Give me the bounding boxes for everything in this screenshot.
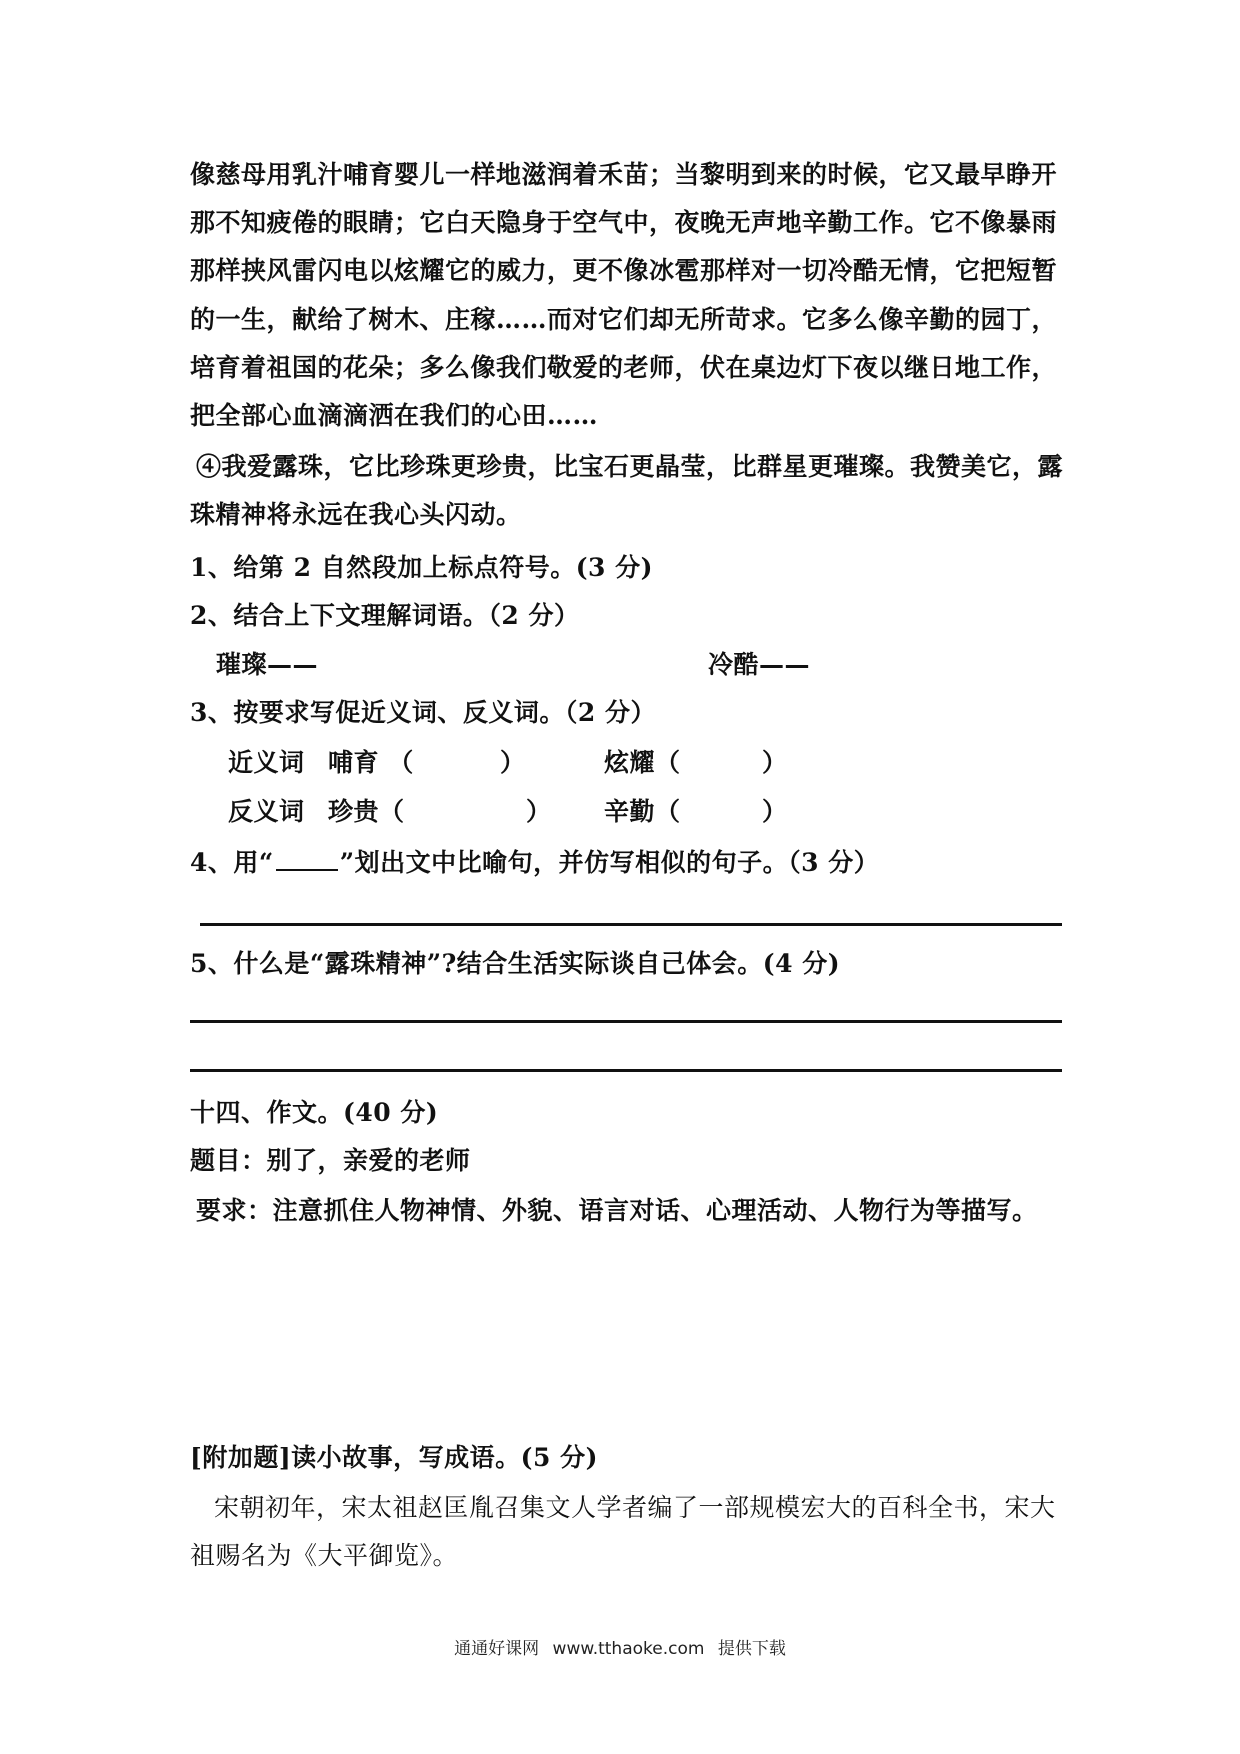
passage-line-7: ④我爱露珠，它比珍珠更珍贵，比宝石更晶莹，比群星更璀璨。我赞美它，露 [196,452,1064,481]
passage-line-3: 那样挟风雷闪电以炫耀它的威力，更不像冰雹那样对一切冷酷无情，它把短暂 [190,256,1058,285]
passage-line-5: 培育着祖国的花朵；多么像我们敬爱的老师，伏在桌边灯下夜以继日地工作， [190,353,1058,382]
passage-line-1: 像慈母用乳汁哺育婴儿一样地滋润着禾苗；当黎明到来的时候，它又最早睁开 [190,160,1058,189]
footer-site-name: 通通好课网 [454,1639,540,1659]
bonus-heading: [附加题]读小故事，写成语。(5 分) [190,1443,598,1472]
answer-line-q5-1[interactable] [190,1020,1062,1023]
passage-line-4: 的一生，献给了树木、庄稼……而对它们却无所苛求。它多么像辛勤的园丁， [190,305,1058,334]
antonym-item-b-close: ） [762,797,788,826]
synonym-item-b-close: ） [762,748,788,777]
antonym-item-a-close: ） [526,797,552,826]
page-footer [0,1634,1240,1659]
synonym-item-b: 炫耀（ [604,748,681,777]
question-3: 3、按要求写促近义词、反义词。（2 分） [190,698,656,727]
question-4-prefix: 4、用“ [190,848,274,877]
footer-url: www.tthaoke.com [552,1639,705,1659]
question-2-word-b: 冷酷—— [708,650,811,679]
composition-heading: 十四、作文。(40 分) [190,1098,439,1127]
antonym-item-b: 辛勤（ [604,797,681,826]
question-4-suffix: ”划出文中比喻句，并仿写相似的句子。（3 分） [339,848,880,877]
passage-line-2: 那不知疲倦的眼睛；它白天隐身于空气中，夜晚无声地辛勤工作。它不像暴雨 [190,208,1058,237]
underline-sample [276,847,338,871]
question-4 [190,847,879,878]
antonym-item-a: 珍贵（ [328,797,405,826]
synonym-item-a: 哺育 （ [328,748,414,777]
footer-note: 提供下载 [717,1639,786,1659]
passage-line-6: 把全部心血滴滴洒在我们的心田…… [190,401,599,430]
answer-line-q4[interactable] [200,923,1062,926]
synonym-label: 近义词 [228,748,305,777]
question-2: 2、结合上下文理解词语。（2 分） [190,601,580,630]
answer-line-q5-2[interactable] [190,1069,1062,1072]
bonus-line-2: 祖赐名为《大平御览》。 [190,1541,459,1570]
passage-line-8: 珠精神将永远在我心头闪动。 [190,500,522,529]
synonym-item-a-close: ） [500,748,526,777]
antonym-label: 反义词 [228,797,305,826]
composition-title: 题目：别了，亲爱的老师 [190,1146,471,1175]
composition-requirement: 要求：注意抓住人物神情、外貌、语言对话、心理活动、人物行为等描写。 [196,1196,1038,1225]
question-1: 1、给第 2 自然段加上标点符号。(3 分) [190,553,653,582]
question-5: 5、什么是“露珠精神”?结合生活实际谈自己体会。(4 分) [190,949,841,978]
question-2-word-a: 璀璨—— [216,650,319,679]
bonus-line-1: 宋朝初年，宋太祖赵匡胤召集文人学者编了一部规模宏大的百科全书，宋大 [214,1493,1056,1522]
